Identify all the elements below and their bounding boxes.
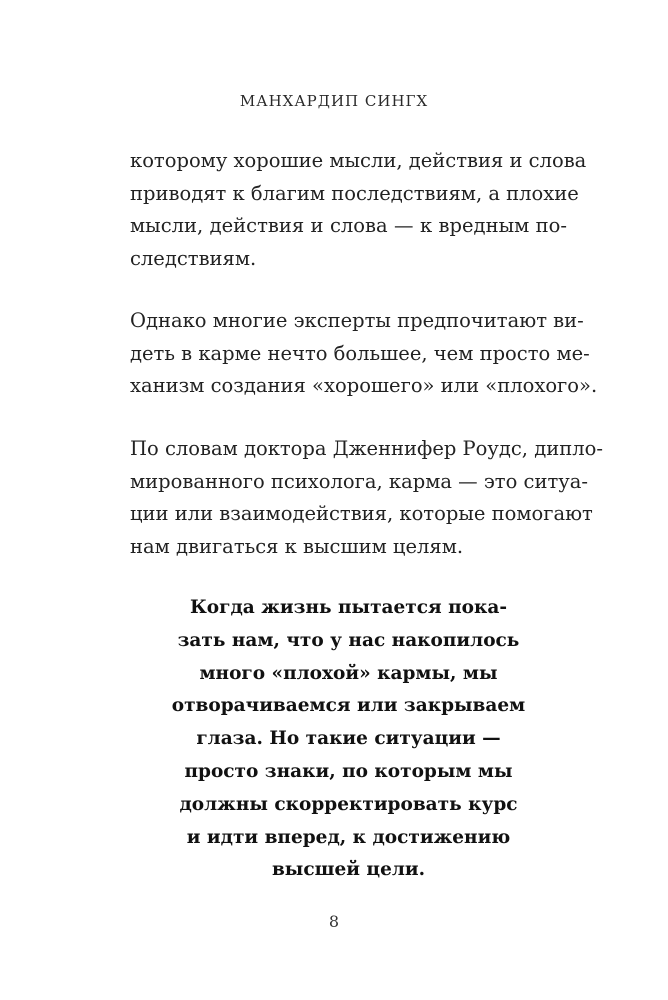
paragraph-line: По словам доктора Дженнифер Роудс, дипло- (130, 437, 603, 460)
paragraph-line: нам двигаться к высшим целям. (130, 534, 464, 558)
pull-quote-line: должны скорректировать курс (179, 793, 518, 815)
paragraph-2 (130, 305, 598, 403)
pull-quote-line: Когда жизнь пытается пока- (189, 597, 508, 618)
paragraph-line: которому хорошие мысли, действия и слова (130, 149, 587, 172)
paragraph-1 (130, 145, 587, 275)
paragraph-line: деть в карме нечто большее, чем просто ме- (130, 341, 590, 365)
pull-quote-line: отворачиваемся или закрываем (171, 695, 526, 717)
paragraph-line: Однако многие эксперты предпочитают ви- (130, 309, 584, 332)
running-head: МАНХАРДИП СИНГХ (239, 92, 429, 110)
paragraph-line: приводят к благим последствиям, а плохие (130, 181, 579, 205)
paragraph-3 (130, 433, 603, 563)
paragraph-line: следствиям. (130, 246, 257, 270)
pull-quote-line: глаза. Но такие ситуации — (196, 728, 501, 750)
paragraph-line: ханизм создания «хорошего» или «плохого». (130, 374, 598, 397)
pull-quote-line: много «плохой» кармы, мы (199, 662, 498, 684)
paragraph-line: мированного психолога, карма — это ситуа- (130, 469, 588, 493)
paragraph-line: мысли, действия и слова — к вредным по- (130, 214, 567, 237)
page-number: 8 (328, 912, 340, 931)
pull-quote-line: зать нам, что у нас накопилось (177, 629, 520, 651)
pull-quote-line: просто знаки, по которым мы (184, 760, 513, 782)
pull-quote (130, 592, 567, 887)
paragraph-line: ции или взаимодействия, которые помогают (130, 502, 593, 525)
pull-quote-line: высшей цели. (271, 859, 426, 881)
pull-quote-line: и идти вперед, к достижению (186, 826, 511, 848)
